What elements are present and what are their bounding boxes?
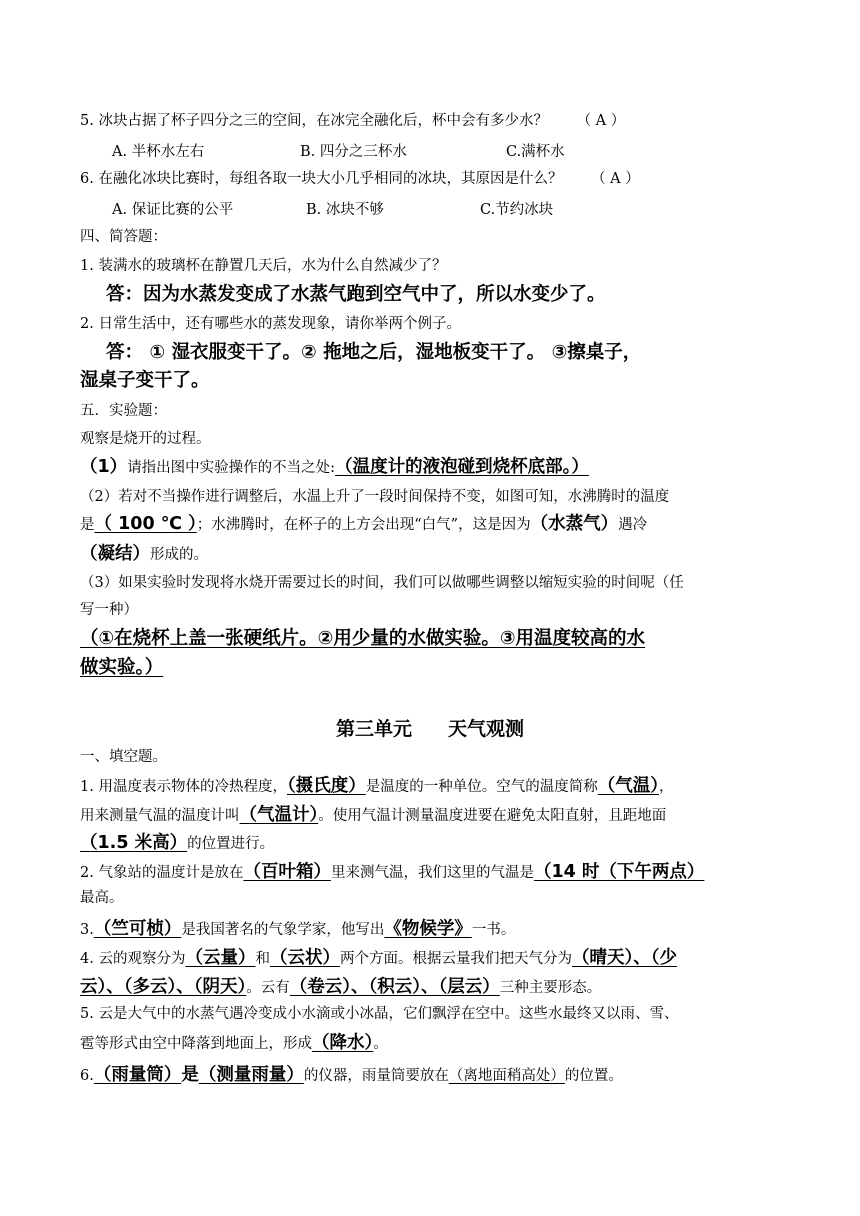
q6-option-c: C.节约冰块 <box>480 202 554 218</box>
fill-4-line1 <box>80 945 782 972</box>
question-5 <box>80 111 782 131</box>
unit-3-title-b: 天气观测 <box>448 718 525 740</box>
fill-1-text: 1. 用温度表示物体的冷热程度， <box>80 779 287 795</box>
fill-4-text: 和 <box>255 951 270 967</box>
fill-1-blank-3: （气温计） <box>239 805 319 825</box>
q5-option-a: A. 半杯水左右 <box>112 144 205 160</box>
question-5-answer: （ A ） <box>576 113 626 129</box>
section-5-heading: 五．实验题： <box>80 403 167 419</box>
fill-5-line2 <box>80 1030 782 1057</box>
fill-3-blank-2: 《物候学》 <box>384 919 472 939</box>
fill-3-text: 3. <box>80 922 94 938</box>
part-2-vapor-answer: （水蒸气） <box>530 514 619 534</box>
fill-6-text: 的位置。 <box>564 1068 623 1084</box>
sec4-question-2: 2. 日常生活中，还有哪些水的蒸发现象，请你举两个例子。 <box>80 316 461 332</box>
part-2-temp-answer: （ 100 ℃ ） <box>94 514 197 534</box>
sec5-part-3-answer-1: （①在烧杯上盖一张硬纸片。②用少量的水做实验。③用温度较高的水 <box>80 628 645 649</box>
sec4-answer-2-line1: 答： ① 湿衣服变干了。② 拖地之后，湿地板变干了。 ③擦桌子， <box>106 342 642 363</box>
fill-3-text: 一书。 <box>471 922 516 938</box>
part-2-text-a: 是 <box>80 517 95 533</box>
fill-1-text: 的位置进行。 <box>187 836 275 852</box>
fill-4-text: 两个方面。根据云量我们把天气分为 <box>339 951 572 967</box>
fill-4-blank-4: 云）、（多云）、（阴天） <box>80 977 247 997</box>
q5-option-c: C.满杯水 <box>506 144 565 160</box>
unit-3-heading: 一、填空题。 <box>80 749 167 765</box>
fill-5-line1: 5. 云是大气中的水蒸气遇冷变成小水滴或小冰晶，它们飘浮在空中。这些水最终又以雨、雪、 <box>80 1006 679 1022</box>
part-2-text-b: ；水沸腾时，在杯子的上方会出现“白气”，这是因为 <box>196 517 531 533</box>
fill-2-line2: 最高。 <box>80 890 124 906</box>
question-6-answer: （ A ） <box>591 171 640 187</box>
unit-3-title <box>0 714 860 741</box>
fill-3-text: 是我国著名的气象学家，他写出 <box>181 922 385 938</box>
fill-6-text: 的仪器，雨量筒要放在 <box>303 1068 449 1084</box>
fill-2-line1 <box>80 859 782 886</box>
sec4-question-1: 1. 装满水的玻璃杯在静置几天后，水为什么自然减少了？ <box>80 258 447 274</box>
fill-4-blank-1: （云量） <box>185 948 256 968</box>
fill-6-text: 6. <box>80 1068 94 1084</box>
question-5-text: 5. 冰块占据了杯子四分之三的空间，在冰完全融化后，杯中会有多少水？ <box>80 113 548 129</box>
fill-1-blank-4: （1.5 米高） <box>80 833 188 853</box>
fill-2-text: 里来测气温，我们这里的气温是 <box>330 865 534 881</box>
fill-1-line2 <box>80 802 782 829</box>
fill-1-line3 <box>80 830 782 857</box>
section-4-heading: 四、简答题： <box>80 229 167 245</box>
fill-3 <box>80 916 782 943</box>
fill-4-text: 三种主要形态。 <box>499 980 602 996</box>
fill-1-text: 是温度的一种单位。空气的温度简称 <box>365 779 598 795</box>
fill-4-line2 <box>80 974 782 1001</box>
part-1-text: 请指出图中实验操作的不当之处: <box>127 460 336 476</box>
fill-5-blank-1: （降水） <box>312 1033 374 1053</box>
sec5-part-3-answer-2: 做实验。） <box>80 657 164 678</box>
part-1-label: （1） <box>80 457 128 477</box>
fill-5-text: 。 <box>373 1036 388 1052</box>
part-2-text-c: 遇冷 <box>618 517 648 533</box>
part-2-text-d: 形成的。 <box>150 547 208 563</box>
fill-1-line1 <box>80 773 782 800</box>
part-2-condense-answer: （凝结） <box>80 544 150 564</box>
fill-4-blank-5: （卷云）、（积云）、（层云） <box>289 977 500 997</box>
fill-2-text: 2. 气象站的温度计是放在 <box>80 865 244 881</box>
fill-1-text: ， <box>658 779 674 795</box>
sec5-part-3-line2: 写一种） <box>80 602 138 618</box>
unit-3-title-a: 第三单元 <box>335 718 412 740</box>
fill-6-blank-2: （测量雨量） <box>198 1065 304 1085</box>
question-6 <box>80 169 782 189</box>
fill-1-blank-1: （摄氏度） <box>286 776 366 796</box>
fill-1-text: 。使用气温计测量温度进要在避免太阳直射，且距地面 <box>318 808 667 824</box>
fill-4-text: 4. 云的观察分为 <box>80 951 186 967</box>
q6-option-b: B. 冰块不够 <box>306 202 384 218</box>
q5-option-b: B. 四分之三杯水 <box>300 144 407 160</box>
part-1-answer: （温度计的液泡碰到烧杯底部。） <box>335 457 589 477</box>
fill-6 <box>80 1062 782 1089</box>
sec5-part-1 <box>80 455 782 480</box>
fill-6-blank-1: （雨量筒） <box>93 1065 182 1085</box>
fill-1-text: 用来测量气温的温度计叫 <box>80 808 240 824</box>
fill-2-blank-2: （14 时（下午两点） <box>533 862 705 882</box>
sec5-intro: 观察是烧开的过程。 <box>80 431 211 447</box>
sec4-answer-2-line2: 湿桌子变干了。 <box>80 370 210 391</box>
fill-5-text: 雹等形式由空中降落到地面上，形成 <box>80 1036 312 1052</box>
q6-option-a: A. 保证比赛的公平 <box>112 202 234 218</box>
sec4-answer-1: 答：因为水蒸发变成了水蒸气跑到空气中了，所以水变少了。 <box>106 284 606 305</box>
sec5-part-2-line1: （2）若对不当操作进行调整后，水温上升了一段时间保持不变，如图可知，水沸腾时的温度 <box>80 489 670 505</box>
sec5-part-3-line1: （3）如果实验时发现将水烧开需要过长的时间，我们可以做哪些调整以缩短实验的时间呢（任 <box>80 575 684 591</box>
fill-6-text: 是 <box>181 1065 199 1085</box>
fill-2-blank-1: （百叶箱） <box>243 862 331 882</box>
fill-4-text: 。云有 <box>246 980 290 996</box>
fill-4-blank-2: （云状） <box>269 948 340 968</box>
sec5-part-2-line2 <box>80 512 782 537</box>
fill-3-blank-1: （竺可桢） <box>93 919 182 939</box>
fill-1-blank-2: （气温） <box>597 776 659 796</box>
question-6-text: 6. 在融化冰块比赛时，每组各取一块大小几乎相同的冰块，其原因是什么？ <box>80 171 563 187</box>
fill-4-blank-3: （晴天）、（少 <box>571 948 677 968</box>
sec5-part-2-line3 <box>80 542 782 567</box>
fill-6-blank-3: （离地面稍高处） <box>448 1068 565 1084</box>
